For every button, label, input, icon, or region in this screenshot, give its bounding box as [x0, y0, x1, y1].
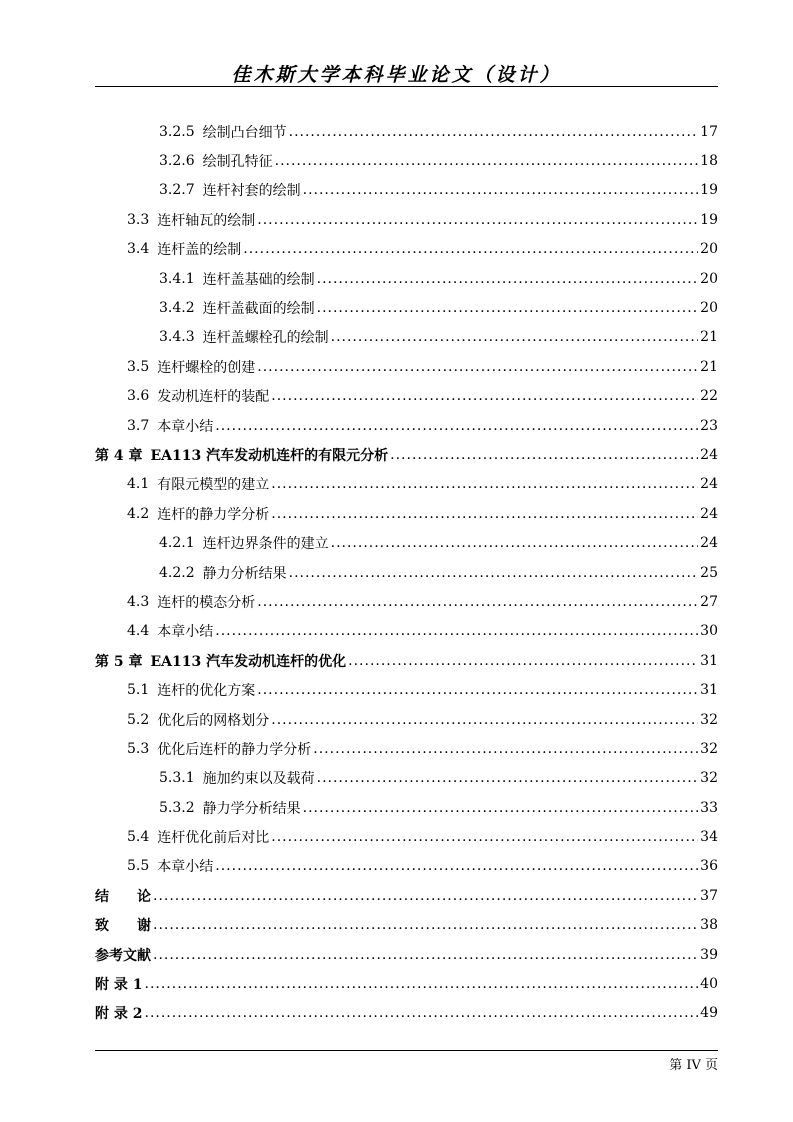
toc-dot-leader — [257, 359, 698, 375]
toc-dot-leader — [153, 947, 698, 963]
toc-dot-leader — [145, 976, 699, 992]
toc-entry-page: 23 — [700, 417, 718, 434]
toc-entry[interactable] — [95, 146, 718, 175]
toc-entry-number: 3.5 — [127, 358, 150, 375]
toc-entry-number: 第 5 章 — [95, 653, 143, 670]
toc-entry[interactable] — [95, 852, 718, 881]
toc-dot-leader — [215, 418, 698, 434]
toc-entry-number: 4.4 — [127, 623, 150, 640]
toc-dot-leader — [271, 476, 698, 492]
toc-entry-label: 连杆盖基础的绘制 — [202, 271, 315, 288]
toc-entry[interactable] — [95, 558, 718, 587]
toc-entry-page: 24 — [700, 505, 718, 522]
toc-entry-label: 本章小结 — [157, 418, 214, 435]
toc-entry-page: 39 — [700, 946, 718, 963]
toc-entry-page: 19 — [700, 182, 718, 199]
header-divider — [95, 86, 718, 87]
toc-entry-number: 4.3 — [127, 593, 150, 610]
toc-entry-label: 连杆螺栓的创建 — [157, 359, 256, 376]
toc-entry-page: 32 — [700, 711, 718, 728]
toc-entry[interactable] — [95, 764, 718, 793]
toc-entry-label: 结 论 — [95, 888, 151, 905]
toc-dot-leader — [243, 241, 698, 257]
toc-entry-label: EA113 汽车发动机连杆的优化 — [150, 653, 347, 670]
toc-entry[interactable] — [95, 293, 718, 322]
toc-dot-leader — [390, 447, 698, 463]
toc-entry-page: 36 — [700, 858, 718, 875]
toc-entry-page: 32 — [700, 770, 718, 787]
toc-entry-page: 27 — [700, 593, 718, 610]
toc-entry[interactable] — [95, 969, 718, 998]
toc-entry-page: 40 — [700, 976, 718, 993]
toc-dot-leader — [215, 858, 698, 874]
toc-dot-leader — [313, 741, 698, 757]
toc-entry-label: 静力分析结果 — [202, 565, 287, 582]
toc-entry-number: 3.6 — [127, 388, 150, 405]
toc-entry[interactable] — [95, 382, 718, 411]
toc-entry-number: 4.1 — [127, 476, 150, 493]
toc-entry-page: 34 — [700, 829, 718, 846]
toc-entry-label: 有限元模型的建立 — [157, 477, 270, 494]
toc-entry[interactable] — [95, 323, 718, 352]
toc-entry-page: 24 — [700, 446, 718, 463]
toc-dot-leader — [317, 300, 699, 316]
toc-dot-leader — [317, 770, 699, 786]
toc-entry-number: 5.3 — [127, 740, 150, 757]
toc-entry[interactable] — [95, 822, 718, 851]
toc-entry-label: 绘制孔特征 — [202, 154, 273, 171]
toc-dot-leader — [153, 888, 698, 904]
toc-dot-leader — [303, 182, 699, 198]
toc-entry[interactable] — [95, 117, 718, 146]
toc-dot-leader — [348, 653, 698, 669]
toc-entry-number: 4.2 — [127, 505, 150, 522]
toc-dot-leader — [271, 829, 698, 845]
toc-entry[interactable] — [95, 440, 718, 469]
toc-entry-label: 本章小结 — [157, 624, 214, 641]
toc-entry-number: 5.5 — [127, 858, 150, 875]
toc-dot-leader — [317, 271, 699, 287]
toc-entry-number: 4.2.1 — [159, 535, 195, 552]
toc-entry-label: 本章小结 — [157, 859, 214, 876]
toc-entry-number: 5.4 — [127, 829, 150, 846]
toc-entry-page: 17 — [700, 123, 718, 140]
toc-entry-page: 20 — [700, 241, 718, 258]
toc-dot-leader — [145, 1005, 699, 1021]
toc-entry-page: 25 — [700, 564, 718, 581]
toc-entry-page: 19 — [700, 211, 718, 228]
toc-dot-leader — [289, 565, 699, 581]
toc-entry-label: 连杆衬套的绘制 — [202, 183, 301, 200]
toc-entry[interactable] — [95, 705, 718, 734]
toc-entry-label: 参考文献 — [95, 947, 151, 964]
toc-entry-label: 附 录 1 — [95, 977, 143, 994]
toc-entry-page: 24 — [700, 535, 718, 552]
toc-entry-label: 绘制凸台细节 — [202, 124, 287, 141]
toc-entry-label: 连杆的静力学分析 — [157, 506, 270, 523]
toc-dot-leader — [331, 329, 699, 345]
toc-entry-page: 22 — [700, 388, 718, 405]
toc-entry[interactable] — [95, 499, 718, 528]
toc-entry-label: 连杆边界条件的建立 — [202, 536, 329, 553]
toc-entry[interactable] — [95, 881, 718, 910]
toc-entry-page: 24 — [700, 476, 718, 493]
toc-dot-leader — [271, 506, 698, 522]
toc-entry-label: 优化后的网格划分 — [157, 712, 270, 729]
toc-entry-label: 施加约束以及载荷 — [202, 771, 315, 788]
toc-entry[interactable] — [95, 587, 718, 616]
toc-entry[interactable] — [95, 646, 718, 675]
toc-entry-label: 静力学分析结果 — [202, 800, 301, 817]
toc-dot-leader — [257, 682, 698, 698]
toc-dot-leader — [271, 388, 698, 404]
toc-entry[interactable] — [95, 235, 718, 264]
toc-entry-page: 32 — [700, 740, 718, 757]
toc-entry-label: 致 谢 — [95, 918, 151, 935]
toc-dot-leader — [303, 800, 699, 816]
toc-entry[interactable] — [95, 470, 718, 499]
toc-entry-number: 3.4.3 — [159, 329, 195, 346]
toc-entry-page: 21 — [700, 329, 718, 346]
toc-entry-page: 20 — [700, 270, 718, 287]
toc-entry-label: 附 录 2 — [95, 1006, 143, 1023]
toc-entry-label: 连杆盖螺栓孔的绘制 — [202, 330, 329, 347]
toc-entry[interactable] — [95, 940, 718, 969]
toc-entry-page: 49 — [700, 1005, 718, 1022]
toc-entry[interactable] — [95, 793, 718, 822]
toc-entry-page: 31 — [700, 652, 718, 669]
toc-entry-number: 3.4 — [127, 241, 150, 258]
toc-entry-number: 4.2.2 — [159, 564, 195, 581]
toc-entry-label: 连杆的模态分析 — [157, 594, 256, 611]
toc-dot-leader — [271, 712, 698, 728]
toc-entry-number: 3.3 — [127, 211, 150, 228]
toc-entry-number: 3.7 — [127, 417, 150, 434]
toc-entry-label: 连杆盖的绘制 — [157, 242, 242, 259]
page-header-title: 佳木斯大学本科毕业论文（设计） — [231, 64, 562, 86]
toc-entry[interactable] — [95, 911, 718, 940]
toc-entry-number: 5.3.2 — [159, 799, 195, 816]
toc-entry-number: 3.4.2 — [159, 300, 195, 317]
toc-entry-number: 3.4.1 — [159, 270, 195, 287]
toc-entry-label: 连杆的优化方案 — [157, 683, 256, 700]
toc-entry[interactable] — [95, 205, 718, 234]
toc-dot-leader — [289, 124, 699, 140]
toc-entry-page: 21 — [700, 358, 718, 375]
toc-entry-label: 连杆优化前后对比 — [157, 830, 270, 847]
toc-dot-leader — [257, 594, 698, 610]
toc-entry-number: 5.3.1 — [159, 770, 195, 787]
toc-entry[interactable] — [95, 999, 718, 1028]
toc-entry-label: 连杆轴瓦的绘制 — [157, 212, 256, 229]
toc-dot-leader — [331, 535, 699, 551]
toc-entry[interactable] — [95, 176, 718, 205]
toc-entry-page: 31 — [700, 682, 718, 699]
toc-entry[interactable] — [95, 528, 718, 557]
table-of-contents — [95, 117, 718, 1028]
toc-entry-label: 优化后连杆的静力学分析 — [157, 741, 312, 758]
page-number: 第 IV 页 — [669, 1058, 718, 1073]
toc-dot-leader — [275, 153, 699, 169]
footer-divider — [95, 1050, 718, 1051]
toc-entry-page: 30 — [700, 623, 718, 640]
toc-entry-page: 18 — [700, 153, 718, 170]
toc-entry-label: EA113 汽车发动机连杆的有限元分析 — [150, 447, 389, 464]
toc-entry[interactable] — [95, 617, 718, 646]
toc-entry-number: 第 4 章 — [95, 447, 143, 464]
toc-entry-page: 37 — [700, 887, 718, 904]
toc-entry-number: 5.2 — [127, 711, 150, 728]
toc-entry-number: 3.2.6 — [159, 153, 195, 170]
toc-entry[interactable] — [95, 352, 718, 381]
toc-dot-leader — [153, 917, 698, 933]
toc-entry-page: 33 — [700, 799, 718, 816]
toc-entry-page: 20 — [700, 300, 718, 317]
toc-entry[interactable] — [95, 734, 718, 763]
toc-entry-label: 连杆盖截面的绘制 — [202, 301, 315, 318]
toc-entry[interactable] — [95, 411, 718, 440]
toc-entry-label: 发动机连杆的装配 — [157, 389, 270, 406]
toc-entry-page: 38 — [700, 917, 718, 934]
toc-dot-leader — [257, 212, 698, 228]
toc-entry[interactable] — [95, 264, 718, 293]
toc-dot-leader — [215, 623, 698, 639]
toc-entry-number: 3.2.5 — [159, 123, 195, 140]
toc-entry-number: 5.1 — [127, 682, 150, 699]
toc-entry-number: 3.2.7 — [159, 182, 195, 199]
toc-entry[interactable] — [95, 675, 718, 704]
